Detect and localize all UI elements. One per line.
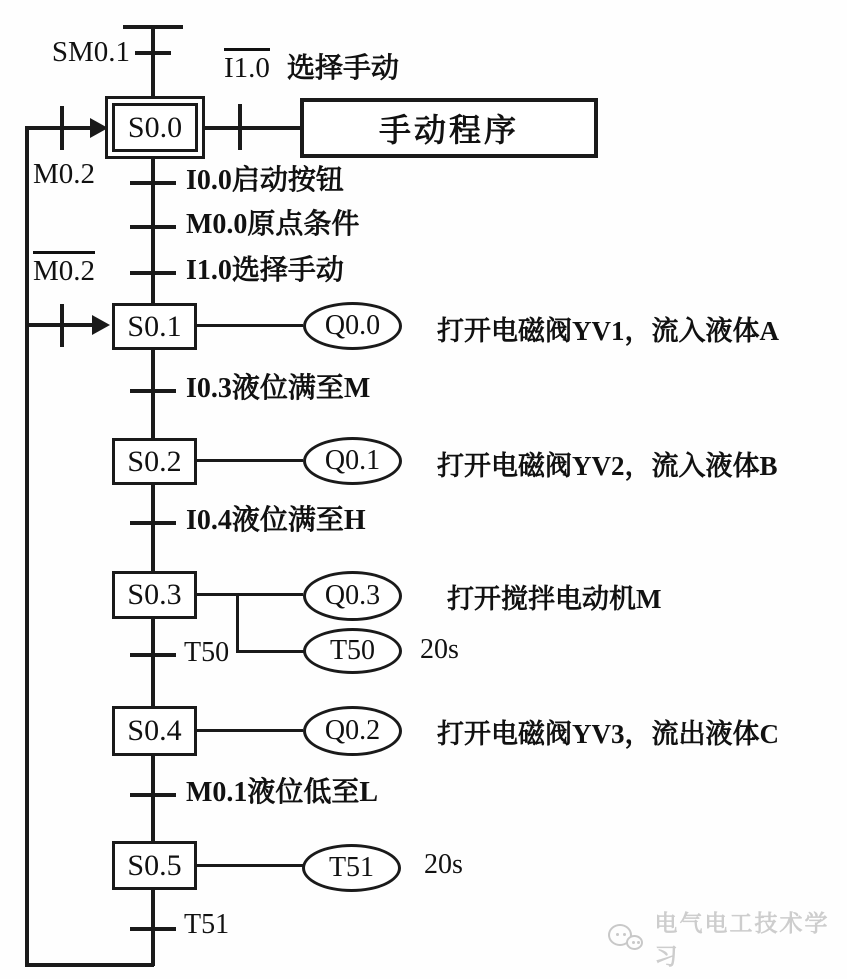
watermark (606, 911, 847, 969)
transition-tick-t50b (130, 653, 176, 657)
transition-tick-t50 (130, 521, 176, 525)
transition-label-0: I0.0启动按钮 (186, 165, 344, 196)
transition-label-7: T51 (184, 909, 230, 940)
overlined-i10: I1.0 (224, 48, 270, 85)
coil-q03: Q0.3 (303, 571, 402, 621)
transition-label-sm01: SM0.1 (51, 36, 130, 68)
transition-tick-i10-manual (130, 271, 176, 275)
manual-program-box: 手动程序 (300, 98, 598, 158)
power-start-bar (123, 25, 183, 29)
transition-label-m02-not (33, 251, 95, 288)
transition-tick-m02 (60, 106, 64, 150)
transition-tick-sm01 (135, 51, 171, 55)
coil-line-t50 (236, 650, 304, 653)
manual-branch-line (205, 126, 301, 130)
transition-label-1: M0.0原点条件 (186, 209, 360, 240)
coil-line-s03 (197, 593, 303, 596)
loop-bottom-line (25, 963, 154, 967)
step-box-s05: S0.5 (112, 841, 197, 890)
step-box-s02: S0.2 (112, 438, 197, 485)
transition-tick-i10-not (238, 104, 242, 150)
loop-rail-line (25, 126, 29, 966)
action-desc-q01: 打开电磁阀YV2，流入液体B (437, 451, 778, 481)
watermark-text: 电气电工技术学习 (654, 911, 830, 969)
coil-t51: T51 (302, 844, 401, 892)
coil-line-s01 (197, 324, 303, 327)
transition-tick-t51 (130, 927, 176, 931)
coil-q01: Q0.1 (303, 437, 402, 485)
overlined-m02: M0.2 (33, 251, 95, 288)
transition-label-m02: M0.2 (33, 158, 96, 190)
transition-tick-m01 (130, 793, 176, 797)
step-box-s03: S0.3 (112, 571, 197, 619)
step-label-s00: S0.0 (112, 103, 198, 152)
step-box-s00-initial (105, 96, 205, 159)
transition-label-4: I0.4液位满至H (186, 505, 366, 536)
manual-select-note: 选择手动 (287, 53, 400, 84)
wechat-icon (606, 920, 645, 956)
transition-label-2: I1.0选择手动 (186, 255, 344, 286)
main-flow-line (151, 27, 155, 966)
step-box-s01: S0.1 (112, 303, 197, 350)
transition-tick-m02-not (60, 304, 64, 347)
action-desc-q00: 打开电磁阀YV1，流入液体A (437, 316, 779, 346)
coil-line-s05 (197, 864, 303, 867)
coil-t50: T50 (303, 628, 402, 674)
arrow-into-s01-icon (92, 315, 110, 335)
action-desc-q03: 打开搅拌电动机M (447, 584, 662, 614)
transition-tick-i00 (130, 181, 176, 185)
coil-branch-line-s03 (236, 593, 239, 653)
step-box-s04: S0.4 (112, 706, 197, 756)
chat-bubble-small (626, 935, 643, 950)
coil-line-s02 (197, 459, 303, 462)
transition-label-3: I0.3液位满至M (186, 373, 371, 404)
transition-label-5: T50 (184, 637, 230, 668)
transition-tick-i03 (130, 389, 176, 393)
transition-label-i10-not (224, 48, 270, 85)
transition-tick-m00 (130, 225, 176, 229)
transition-label-6: M0.1液位低至L (186, 777, 379, 808)
timer-preset-t50: 20s (420, 634, 459, 665)
action-desc-q02: 打开电磁阀YV3，流出液体C (437, 719, 779, 749)
coil-q00: Q0.0 (303, 302, 402, 350)
timer-preset-t51: 20s (424, 849, 463, 880)
coil-line-s04 (197, 729, 303, 732)
coil-q02: Q0.2 (303, 706, 402, 756)
